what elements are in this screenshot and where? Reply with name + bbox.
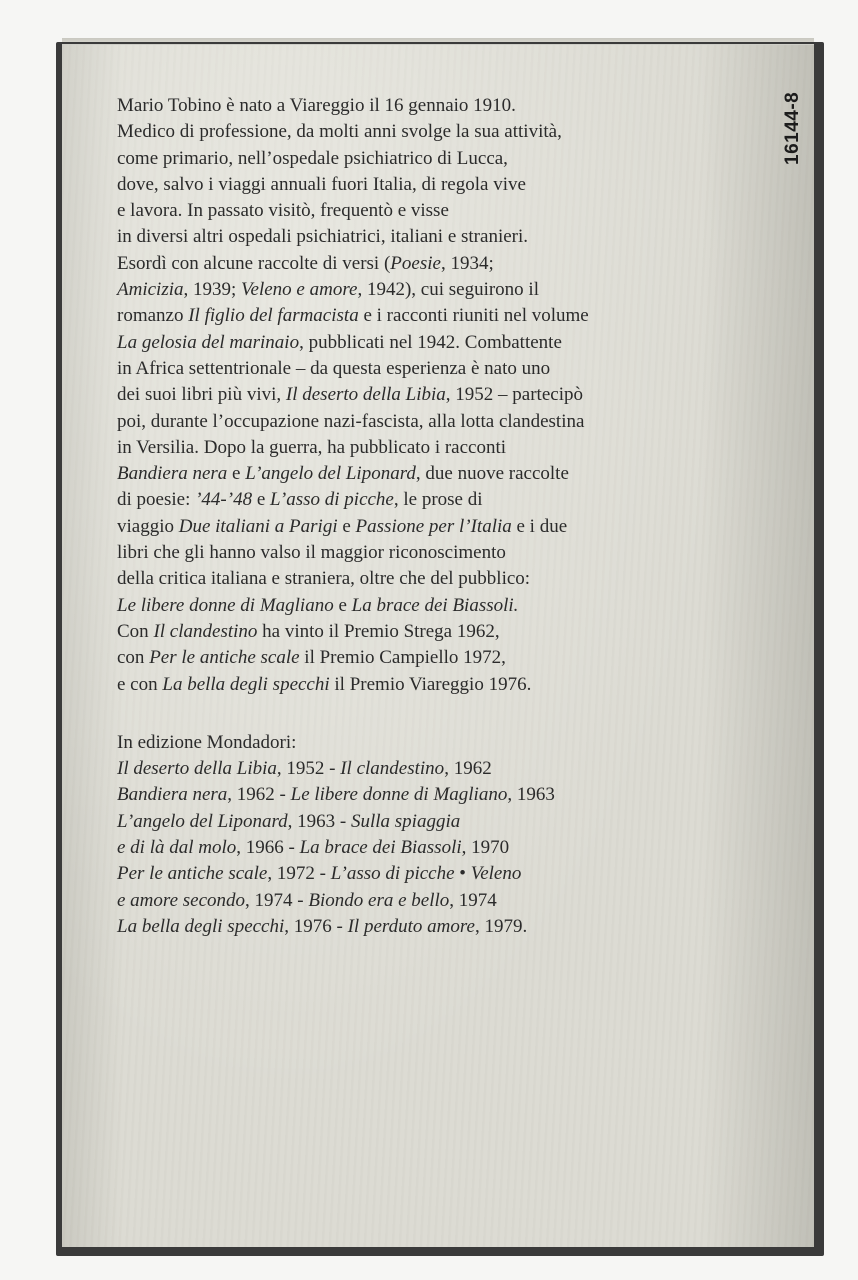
italic-title: L’angelo del Liponard: [245, 463, 416, 485]
italic-title: Il deserto della Libia: [117, 758, 277, 780]
bio-line: [117, 566, 777, 592]
bio-line: [117, 487, 777, 513]
italic-title: Veleno: [470, 863, 522, 885]
italic-title: Biondo era e bello: [308, 889, 450, 911]
text-segment: in Africa settentrionale – da questa esperienza è nato uno: [117, 357, 551, 379]
italic-title: La bella degli specchi: [117, 915, 285, 937]
text-segment: come primario, nell’ospedale psichiatrico di Lucca,: [117, 147, 508, 169]
bio-line: [117, 172, 777, 198]
italic-title: Per le antiche scale: [149, 647, 300, 669]
italic-title: Per le antiche scale: [117, 863, 268, 885]
text-segment: e i due: [511, 515, 568, 537]
text-segment: in diversi altri ospedali psichiatrici, italiani e stranieri.: [117, 226, 529, 248]
bio-line: [117, 461, 777, 487]
text-segment: e lavora. In passato visitò, frequentò e visse: [117, 200, 449, 222]
cover-text: [117, 93, 777, 940]
text-segment: Esordì con alcune raccolte di versi (: [117, 252, 391, 274]
bio-line: [117, 303, 777, 329]
bio-line: [117, 330, 777, 356]
bio-line: [117, 251, 777, 277]
italic-title: Passione per l’Italia: [355, 515, 512, 537]
text-segment: , 1974 -: [245, 889, 309, 911]
text-segment: e con: [117, 673, 163, 695]
italic-title: L’asso di picche: [330, 863, 455, 885]
text-segment: libri che gli hanno valso il maggior riconoscimento: [117, 542, 506, 564]
text-segment: dove, salvo i viaggi annuali fuori Italia, di regola vive: [117, 173, 526, 195]
text-segment: di poesie:: [117, 489, 196, 511]
text-segment: e i racconti riuniti nel volume: [358, 305, 589, 327]
italic-title: Il perduto amore: [347, 915, 475, 937]
italic-title: La brace dei Biassoli.: [351, 594, 519, 616]
text-segment: , 1970: [461, 837, 510, 859]
italic-title: Sulla spiaggia: [350, 810, 461, 832]
text-segment: il Premio Viareggio 1976.: [329, 673, 532, 695]
text-segment: , 1966 -: [236, 837, 300, 859]
text-segment: , 1974: [449, 889, 497, 911]
bio-line: [117, 198, 777, 224]
text-segment: , 1962: [444, 758, 492, 780]
text-segment: e: [333, 594, 352, 616]
text-segment: romanzo: [117, 305, 189, 327]
works-line: [117, 782, 777, 808]
italic-title: Bandiera nera: [117, 463, 228, 485]
text-segment: viaggio: [117, 515, 179, 537]
bio-line: [117, 93, 777, 119]
italic-title: e di là dal molo: [117, 837, 237, 859]
bio-line: [117, 672, 777, 698]
text-segment: , 1939;: [183, 279, 242, 301]
italic-title: ’44-’48: [195, 489, 253, 511]
bio-line: [117, 593, 777, 619]
text-segment: , pubblicati nel 1942. Combattente: [299, 331, 562, 353]
text-segment: e: [337, 515, 356, 537]
bio-line: [117, 356, 777, 382]
text-segment: , le prose di: [393, 489, 483, 511]
italic-title: Amicizia: [117, 279, 184, 301]
text-segment: Medico di professione, da molti anni svolge la sua attività,: [117, 121, 562, 143]
italic-title: Veleno e amore: [241, 279, 358, 301]
text-segment: , 1962 -: [227, 784, 291, 806]
text-segment: il Premio Campiello 1972,: [299, 647, 506, 669]
text-segment: e: [227, 463, 246, 485]
bio-line: [117, 645, 777, 671]
text-segment: poi, durante l’occupazione nazi-fascista, alla lotta clandestina: [117, 410, 585, 432]
text-segment: con: [117, 647, 150, 669]
text-segment: , 1952 – partecipò: [445, 384, 583, 406]
works-line: [117, 888, 777, 914]
italic-title: Il figlio del farmacista: [188, 305, 359, 327]
bio-line: [117, 382, 777, 408]
text-segment: e: [252, 489, 271, 511]
text-segment: Mario Tobino è nato a Viareggio il 16 gennaio 1910.: [117, 95, 516, 116]
text-segment: , 1979.: [474, 915, 528, 937]
text-segment: ha vinto il Premio Strega 1962,: [257, 620, 500, 642]
bio-line: [117, 277, 777, 303]
text-segment: della critica italiana e straniera, oltre che del pubblico:: [117, 568, 531, 590]
text-segment: in Versilia. Dopo la guerra, ha pubblicato i racconti: [117, 436, 507, 458]
italic-title: Le libere donne di Magliano: [290, 784, 508, 806]
works-line: [117, 861, 777, 887]
text-segment: , due nuove raccolte: [415, 463, 569, 485]
bio-line: [117, 146, 777, 172]
works-line: [117, 809, 777, 835]
text-segment: , 1963: [507, 784, 555, 806]
italic-title: La gelosia del marinaio: [117, 331, 300, 353]
bio-line: [117, 435, 777, 461]
catalog-number: 16144-8: [782, 91, 803, 165]
text-segment: Con: [117, 620, 154, 642]
bio-line: [117, 409, 777, 435]
italic-title: L’asso di picche: [270, 489, 394, 511]
italic-title: L’angelo del Liponard: [117, 810, 288, 832]
author-bio: [117, 93, 777, 698]
bio-line: [117, 514, 777, 540]
italic-title: Poesie: [390, 252, 441, 274]
bio-line: [117, 224, 777, 250]
works-list: [117, 756, 777, 940]
italic-title: La bella degli specchi: [162, 673, 330, 695]
works-line: [117, 914, 777, 940]
italic-title: Due italiani a Parigi: [178, 515, 338, 537]
italic-title: Le libere donne di Magliano: [117, 594, 334, 616]
italic-title: Il clandestino: [153, 620, 258, 642]
bio-line: [117, 540, 777, 566]
italic-title: e amore secondo: [117, 889, 246, 911]
text-segment: , 1963 -: [287, 810, 351, 832]
text-segment: •: [454, 863, 471, 885]
text-segment: , 1976 -: [284, 915, 348, 937]
works-line: [117, 835, 777, 861]
bio-line: [117, 619, 777, 645]
italic-title: La brace dei Biassoli: [299, 837, 462, 859]
italic-title: Bandiera nera: [117, 784, 228, 806]
italic-title: Il clandestino: [340, 758, 445, 780]
italic-title: Il deserto della Libia: [285, 384, 446, 406]
works-line: [117, 756, 777, 782]
text-segment: , 1972 -: [267, 863, 331, 885]
text-segment: , 1942), cui seguirono il: [357, 279, 539, 301]
text-segment: , 1934;: [440, 252, 494, 274]
text-segment: dei suoi libri più vivi,: [117, 384, 286, 406]
section-gap: [117, 698, 777, 730]
text-segment: , 1952 -: [276, 758, 341, 780]
bio-line: [117, 119, 777, 145]
works-heading: In edizione Mondadori:: [117, 731, 297, 753]
